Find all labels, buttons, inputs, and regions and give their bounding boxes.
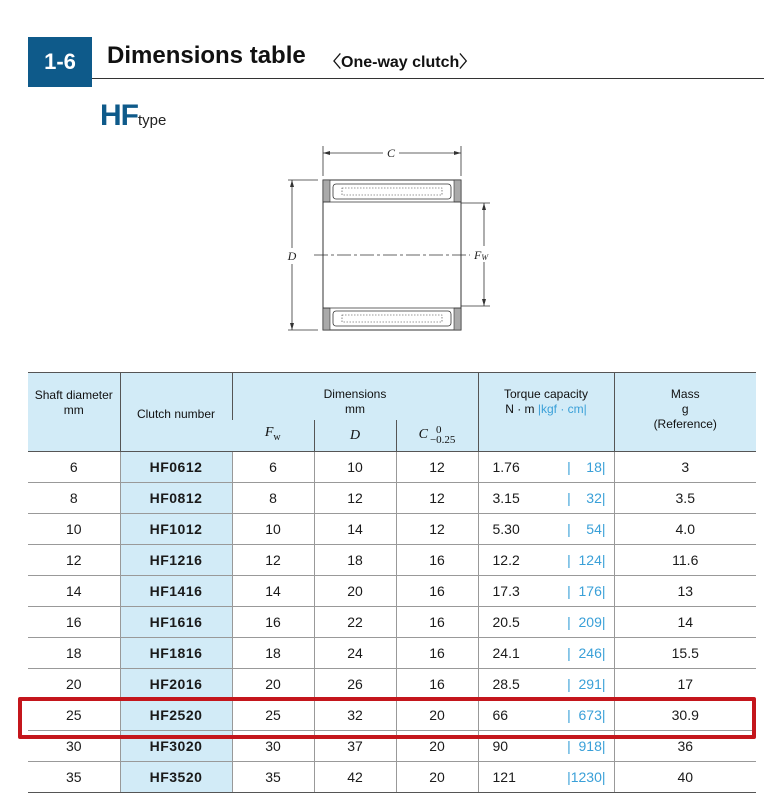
dimension-label-fw: FW [474,248,489,262]
header-d: D [314,420,396,452]
table-row [28,638,756,669]
cell-d: 26 [314,669,396,700]
cell-c: 16 [396,545,478,576]
torque-nm: 121 [492,769,516,785]
cell-shaft-diameter: 25 [28,700,120,731]
cell-shaft-diameter: 35 [28,762,120,793]
cell-torque [478,452,614,483]
cell-mass: 30.9 [614,700,756,731]
torque-kgf: | 246| [567,645,606,661]
cell-clutch-number: HF2520 [120,700,232,731]
cell-d: 12 [314,483,396,514]
cell-c: 16 [396,607,478,638]
cell-torque [478,700,614,731]
torque-nm: 5.30 [492,521,520,537]
cell-torque [478,514,614,545]
cell-fw: 14 [232,576,314,607]
torque-nm: 66 [492,707,509,723]
cell-fw: 12 [232,545,314,576]
cell-clutch-number: HF0812 [120,483,232,514]
clutch-cross-section-diagram [280,140,500,340]
cell-d: 20 [314,576,396,607]
table-row [28,483,756,514]
section-number-badge: 1-6 [28,37,92,87]
cell-torque [478,607,614,638]
type-word: type [138,112,167,129]
page-subtitle: 〈One-way clutch〉 [325,54,476,71]
header-shaft-diameter: Shaft diameter mm [28,373,120,452]
cell-c: 12 [396,452,478,483]
torque-kgf: | 291| [567,676,606,692]
cell-torque [478,731,614,762]
cell-clutch-number: HF0612 [120,452,232,483]
torque-kgf: | 18| [567,459,606,475]
table-row [28,576,756,607]
cell-mass: 40 [614,762,756,793]
table-row [28,762,756,793]
cell-d: 32 [314,700,396,731]
cell-fw: 35 [232,762,314,793]
table-row [28,731,756,762]
cell-c: 20 [396,762,478,793]
torque-kgf: | 673| [567,707,606,723]
cell-shaft-diameter: 14 [28,576,120,607]
cell-d: 24 [314,638,396,669]
cell-shaft-diameter: 30 [28,731,120,762]
header-fw: $F_w$ [232,420,314,452]
table-row [28,452,756,483]
table-row [28,607,756,638]
header-dimensions: Dimensions mm [232,373,478,420]
header-torque-capacity: Torque capacity N · m |kgf · cm| [478,373,614,452]
cell-c: 12 [396,514,478,545]
cell-clutch-number: HF2016 [120,669,232,700]
cell-shaft-diameter: 8 [28,483,120,514]
page-title: Dimensions table [107,42,306,69]
cell-mass: 3.5 [614,483,756,514]
torque-nm: 1.76 [492,459,520,475]
cell-torque [478,483,614,514]
cell-d: 10 [314,452,396,483]
cell-c: 12 [396,483,478,514]
cell-mass: 4.0 [614,514,756,545]
torque-kgf: | 918| [567,738,606,754]
cell-shaft-diameter: 6 [28,452,120,483]
cell-torque [478,638,614,669]
header-c: C 0 −0.25 [396,420,478,452]
cell-torque [478,545,614,576]
cell-fw: 10 [232,514,314,545]
table-row [28,545,756,576]
header-mass: Mass g (Reference) [614,373,756,452]
dimension-label-d: D [287,249,297,263]
torque-nm: 12.2 [492,552,520,568]
cell-fw: 20 [232,669,314,700]
torque-kgf: | 176| [567,583,606,599]
cell-mass: 15.5 [614,638,756,669]
dimensions-table [28,372,756,793]
cell-d: 37 [314,731,396,762]
cell-mass: 3 [614,452,756,483]
table-row [28,669,756,700]
cell-c: 20 [396,700,478,731]
cell-fw: 16 [232,607,314,638]
torque-kgf: | 209| [567,614,606,630]
cell-mass: 36 [614,731,756,762]
cell-fw: 18 [232,638,314,669]
type-label [100,99,166,133]
cell-mass: 17 [614,669,756,700]
cell-shaft-diameter: 10 [28,514,120,545]
torque-kgf: | 124| [567,552,606,568]
cell-fw: 6 [232,452,314,483]
torque-nm: 3.15 [492,490,520,506]
cell-mass: 11.6 [614,545,756,576]
title-divider [92,78,764,79]
type-code: HF [100,99,138,132]
cell-fw: 30 [232,731,314,762]
dimension-label-c: C [386,146,396,160]
table-row [28,514,756,545]
cell-fw: 25 [232,700,314,731]
cell-clutch-number: HF1616 [120,607,232,638]
cell-shaft-diameter: 12 [28,545,120,576]
torque-nm: 17.3 [492,583,520,599]
cell-shaft-diameter: 16 [28,607,120,638]
cell-torque [478,669,614,700]
torque-kgf: |1230| [567,769,606,785]
cell-fw: 8 [232,483,314,514]
cell-clutch-number: HF1416 [120,576,232,607]
cell-mass: 14 [614,607,756,638]
header-clutch-number: Clutch number [120,373,232,452]
cell-c: 16 [396,638,478,669]
cell-c: 16 [396,576,478,607]
torque-nm: 28.5 [492,676,520,692]
torque-nm: 90 [492,738,509,754]
cell-clutch-number: HF3020 [120,731,232,762]
torque-kgf: | 32| [567,490,606,506]
cell-clutch-number: HF3520 [120,762,232,793]
cell-d: 18 [314,545,396,576]
cell-d: 42 [314,762,396,793]
torque-kgf: | 54| [567,521,606,537]
cell-clutch-number: HF1216 [120,545,232,576]
table-row [28,700,756,731]
cell-clutch-number: HF1012 [120,514,232,545]
cell-d: 14 [314,514,396,545]
cell-c: 20 [396,731,478,762]
cell-torque [478,576,614,607]
cell-c: 16 [396,669,478,700]
torque-nm: 20.5 [492,614,520,630]
cell-torque [478,762,614,793]
cell-shaft-diameter: 20 [28,669,120,700]
cell-clutch-number: HF1816 [120,638,232,669]
cell-mass: 13 [614,576,756,607]
cell-shaft-diameter: 18 [28,638,120,669]
cell-d: 22 [314,607,396,638]
torque-nm: 24.1 [492,645,520,661]
